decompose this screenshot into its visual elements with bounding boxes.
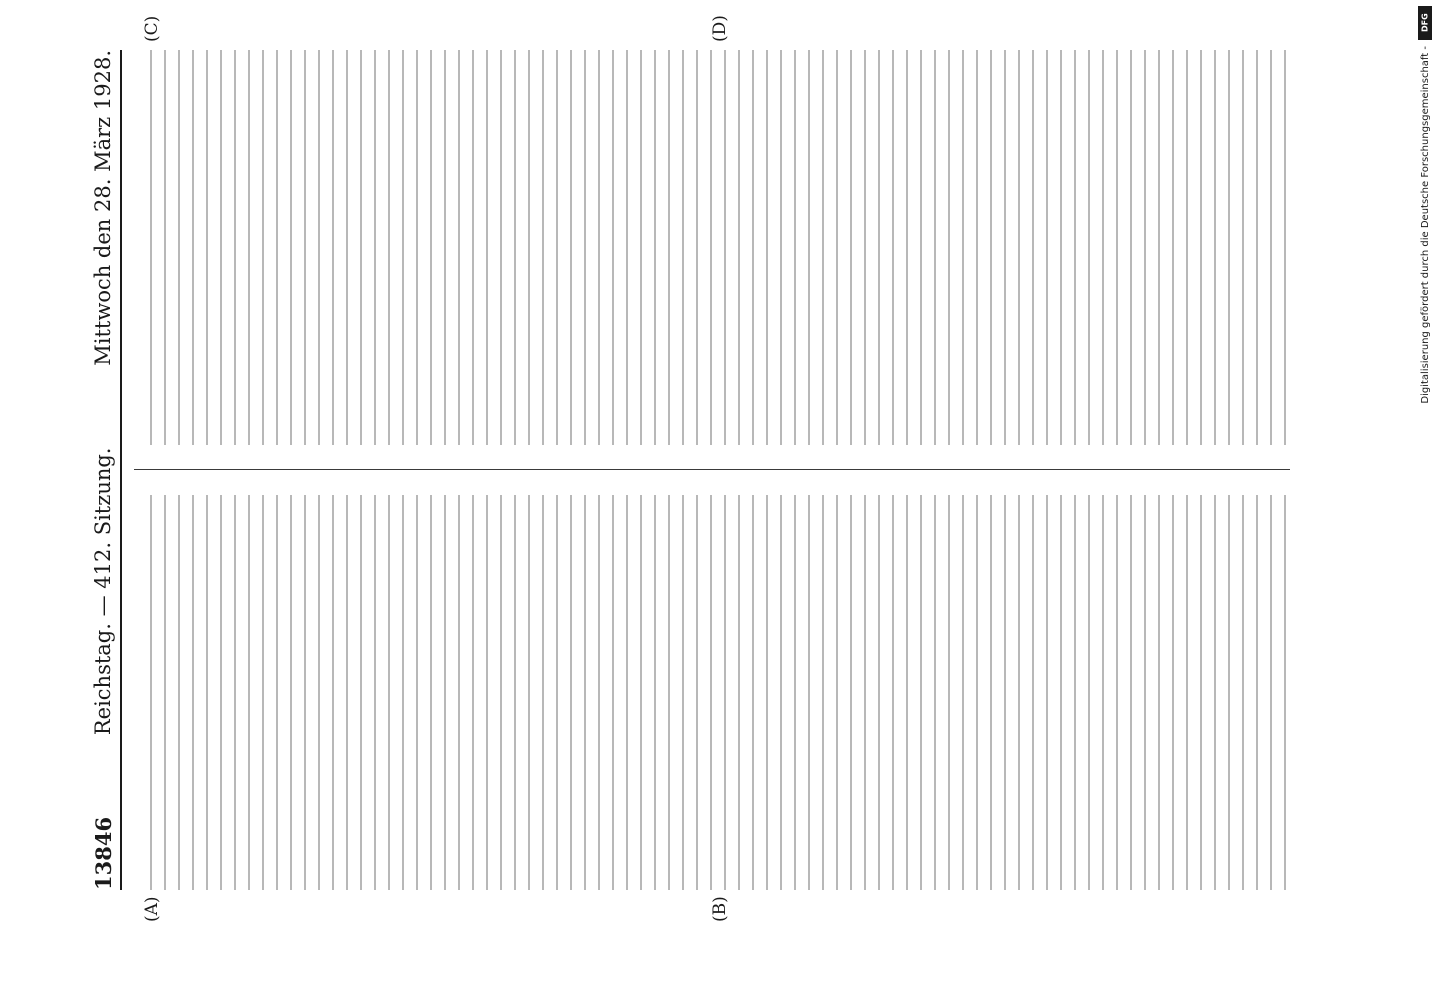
dfg-logo: DFG (1418, 6, 1432, 40)
credit-text: Digitalisierung gefördert durch die Deutsche Forschungsgemeinschaft - (1419, 46, 1431, 404)
text-column-right (138, 50, 1288, 445)
margin-marker-c: (C) (142, 15, 162, 42)
session-title: Reichstag. — 412. Sitzung. (91, 447, 115, 736)
margin-marker-d: (D) (710, 15, 730, 42)
session-date: Mittwoch den 28. März 1928. (91, 50, 115, 366)
page-number: 13846 (90, 816, 116, 890)
header-rule (120, 50, 122, 890)
digitization-credit (1418, 6, 1432, 996)
margin-marker-b: (B) (710, 896, 730, 922)
page-content (90, 15, 1300, 922)
margin-marker-a: (A) (142, 896, 162, 922)
column-divider (134, 469, 1290, 470)
text-column-left (138, 495, 1288, 890)
running-header (90, 50, 116, 890)
